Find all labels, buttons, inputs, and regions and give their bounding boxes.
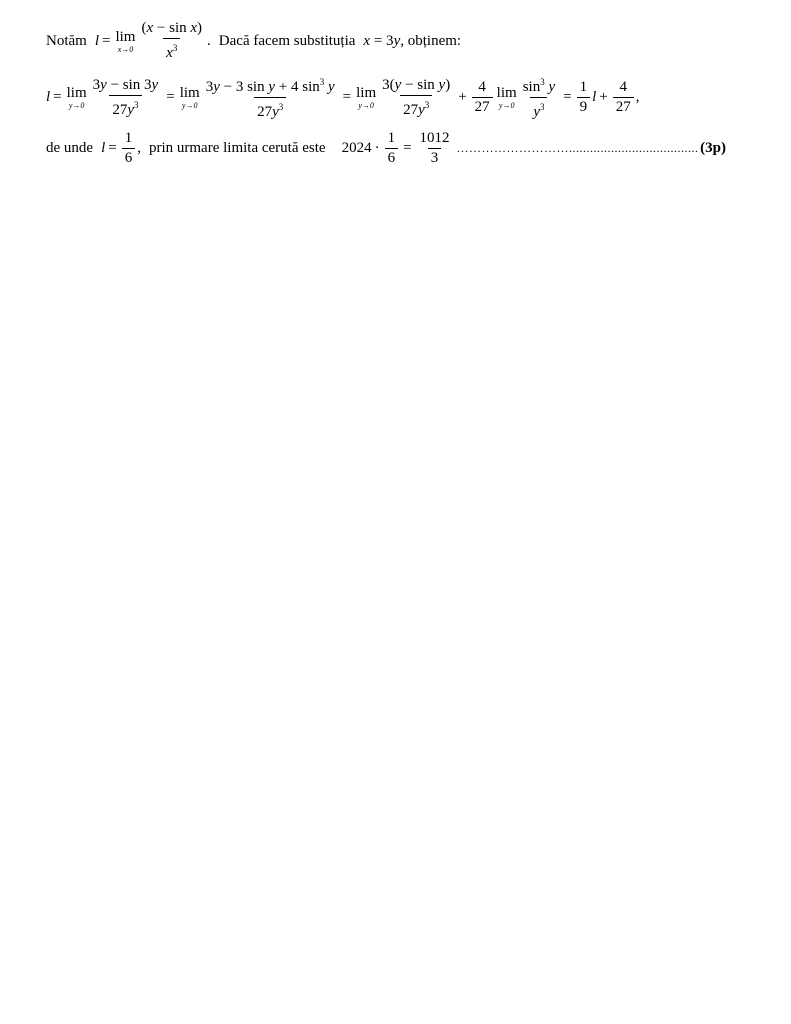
fraction-sin3y-over-y3: $\frac{\sin^3 y}{y^3}$: [522, 77, 556, 120]
var-l: l: [94, 32, 99, 49]
fraction-1-9: $\frac{1}{9}$: [577, 79, 591, 116]
text-prin-urmare: prin urmare limita cerută este: [148, 140, 326, 156]
fraction-step1: $\frac{3y - \sin 3y}{27y^3}$: [92, 76, 159, 118]
limit-x-to-0: lim x→0: [115, 28, 136, 54]
line-derivation: l = lim y→0 $\frac{3y - \sin 3y}{27y^3}$ = lim y→0 $\frac{3y - 3 \sin y + 4 \sin^3 y}{27y^3}$ = lim y→0 $\frac{\text{3(y − sin y)}}{27y^3}$ + $\frac{4}{27}$ lim y→0 $\frac{\sin^3 y}{y^3}$ = $\frac{1}{9}$ l + $\frac{4}{27}$ ,: [46, 74, 639, 121]
text-notam: Notăm: [46, 32, 87, 49]
fraction-4-27: $\frac{4}{27}$: [472, 79, 493, 116]
text-de-unde: de unde: [46, 140, 94, 156]
fraction-x-minus-sinx-over-x3: $\frac{\text{(x − sin x)}}{x^3}$: [141, 20, 203, 61]
equals-sign: =: [102, 32, 111, 49]
fraction-1-6-b: $\frac{1}{6}$: [385, 130, 399, 167]
line-notation: Notăm l = lim x→0 $\frac{\text{(x − sin x)}}{x^3}$ . Dacă facem substituția x = 3y , obținem:: [46, 20, 462, 61]
fraction-4-27-result: $\frac{4}{27}$: [613, 79, 634, 116]
text-substitution: Dacă facem substituția: [218, 32, 356, 49]
fraction-1012-3: $\frac{1012}{3}$: [419, 130, 450, 166]
score-label: (3p): [700, 140, 726, 156]
leader-dots: ……………………….....................................: [456, 141, 699, 155]
line-conclusion: de unde l = $\frac{1}{6}$ , prin urmare limita cerută este 2024 · $\frac{1}{6}$ = $\frac{1012}{3}$ ………………………..................................... (3p): [46, 130, 726, 166]
substitution-x-eq-3y: x = 3y: [363, 32, 401, 49]
fraction-step2: $\frac{3y - 3 \sin y + 4 \sin^3 y}{27y^3}$: [205, 77, 335, 120]
number-2024: 2024: [341, 140, 372, 156]
fraction-step3: $\frac{\text{3(y − sin y)}}{27y^3}$: [382, 76, 451, 118]
fraction-1-6: $\frac{1}{6}$: [122, 130, 136, 167]
text-obtinem: , obținem:: [400, 32, 462, 49]
